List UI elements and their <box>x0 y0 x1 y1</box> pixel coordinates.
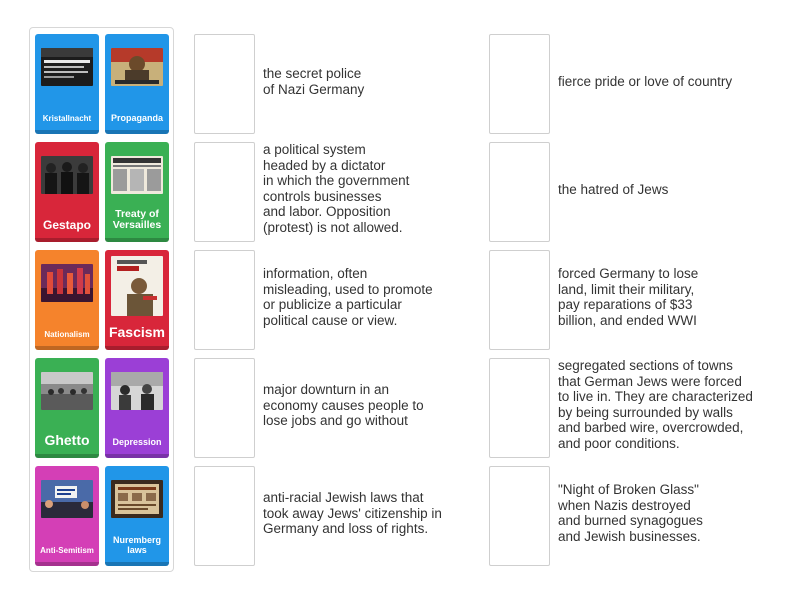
ghetto-photo-image <box>41 372 93 410</box>
tile-label: Nationalism <box>44 330 90 340</box>
tile-nuremberg-laws[interactable] <box>105 466 169 566</box>
definition-text: major downturn in an economy causes people to lose jobs and go without <box>263 382 424 428</box>
definition-text: the secret police of Nazi Germany <box>263 66 365 97</box>
definition-text: forced Germany to lose land, limit their military, pay reparations of $33 billion, and ended WWI <box>558 266 699 328</box>
tile-label: Treaty of Versailles <box>112 207 162 232</box>
tile-nationalism[interactable] <box>35 250 99 350</box>
tile-depression[interactable] <box>105 358 169 458</box>
anti-semitism-protest-image <box>41 480 93 518</box>
treaty-newspaper-image <box>111 156 163 194</box>
tile-ghetto[interactable] <box>35 358 99 458</box>
definition-text: "Night of Broken Glass" when Nazis destroyed and burned synagogues and Jewish businesses. <box>558 482 703 544</box>
tile-anti-semitism[interactable] <box>35 466 99 566</box>
tile-label: Nuremberg laws <box>112 535 161 556</box>
definition-text: information, often misleading, used to promote or publicize a particular political cause or view. <box>263 266 433 328</box>
drop-box[interactable] <box>489 250 550 350</box>
tile-label: Depression <box>112 437 162 448</box>
definition-text: segregated sections of towns that German Jews were forced to live in. They are characterized by being surrounded by walls and barbed wire, overcrowded, and poor conditions. <box>558 358 753 451</box>
drop-box[interactable] <box>194 358 255 458</box>
definition-text: anti-racial Jewish laws that took away Jews' citizenship in Germany and loss of rights. <box>263 490 442 536</box>
tile-kristallnacht[interactable] <box>35 34 99 134</box>
tile-label: Propaganda <box>110 113 163 124</box>
tile-label: Fascism <box>108 323 166 340</box>
fascism-book-cover-image <box>111 256 163 316</box>
depression-photo-image <box>111 372 163 410</box>
drop-box[interactable] <box>489 358 550 458</box>
drop-box[interactable] <box>489 34 550 134</box>
propaganda-poster-image <box>111 48 163 86</box>
drop-box[interactable] <box>489 466 550 566</box>
definition-text: the hatred of Jews <box>558 182 669 197</box>
definition-text: fierce pride or love of country <box>558 74 733 89</box>
drop-box[interactable] <box>194 466 255 566</box>
definition-text: a political system headed by a dictator in which the government controls businesses and labor. Opposition (protest) is not allowed. <box>263 142 410 235</box>
tile-treaty-of-versailles[interactable] <box>105 142 169 242</box>
drop-box[interactable] <box>194 142 255 242</box>
tile-label: Kristallnacht <box>42 114 92 124</box>
kristallnacht-image <box>41 48 93 86</box>
tile-fascism[interactable] <box>105 250 169 350</box>
drop-box[interactable] <box>194 250 255 350</box>
gestapo-photo-image <box>41 156 93 194</box>
tile-gestapo[interactable] <box>35 142 99 242</box>
tile-label: Ghetto <box>44 431 90 448</box>
tile-propaganda[interactable] <box>105 34 169 134</box>
tile-label: Anti-Semitism <box>40 546 94 556</box>
nuremberg-laws-chart-image <box>111 480 163 518</box>
drop-box[interactable] <box>489 142 550 242</box>
tile-label: Gestapo <box>42 217 91 232</box>
drop-box[interactable] <box>194 34 255 134</box>
nationalism-raised-fists-image <box>41 264 93 302</box>
